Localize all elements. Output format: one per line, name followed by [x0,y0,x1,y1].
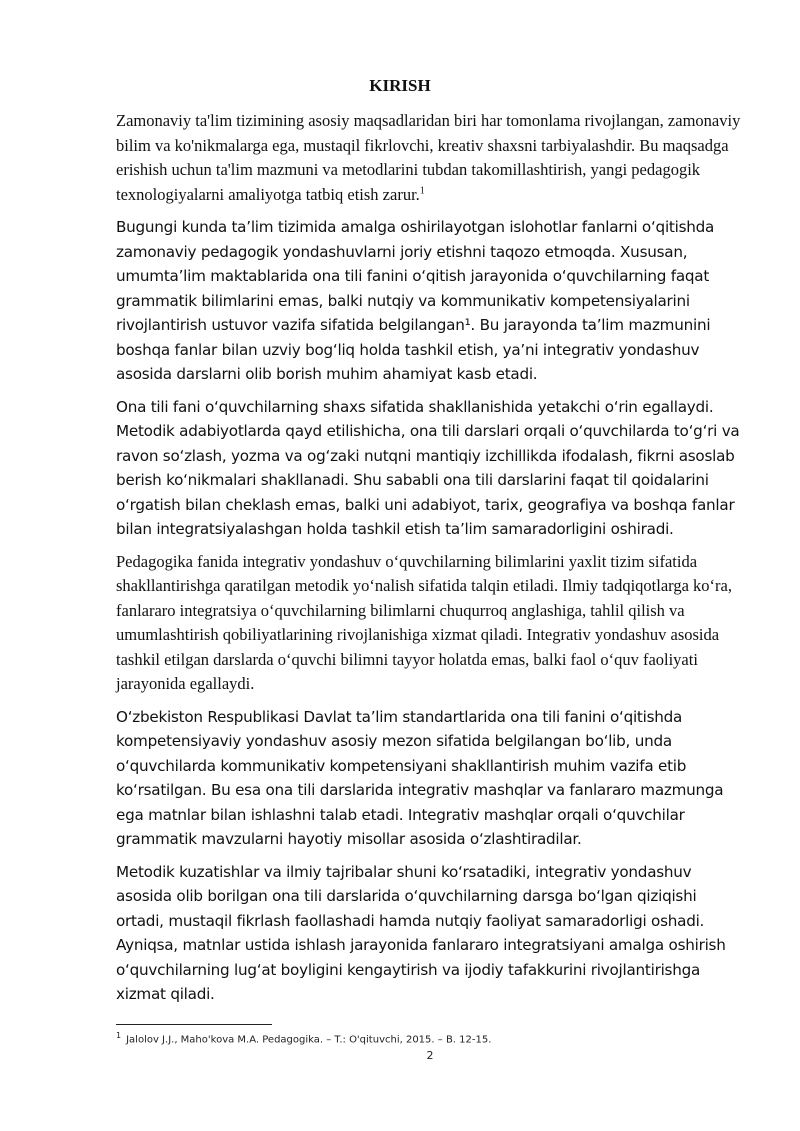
paragraph-4: Pedagogika fanida integrativ yondashuv o‘quvchilarning bilimlarini yaxlit tizim sifatida shakllantirishga qaratilgan metodik yo‘nalish sifatida talqin etiladi. Ilmiy tadqiqotlarga ko‘ra, fanlararo integratsiya o‘quvchilarning bilimlarni chuqurroq anglashiga, tahlil qilish va umumlashtirish qobiliyatlarining rivojlanishiga xizmat qiladi. Integrativ yondashuv asosida tashkil etilgan darslarda o‘quvchi bilimni tayyor holatda emas, balki faol o‘quv faoliyati jarayonida egallaydi. [116,551,732,693]
paragraph-3: Ona tili fani o‘quvchilarning shaxs sifatida shakllanishida yetakchi o‘rin egallaydi. Metodik adabiyotlarda qayd etilishicha, ona tili darslari orqali o‘quvchilarda to‘g‘ri va ravon so‘zlash, yozma va og‘zaki nutqni mantiqiy izchillikda ifodalash, fikrni asoslab berish ko‘nikmalari shakllanadi. Shu sababli ona tili darslarini faqat til qoidalarini o‘rgatish bilan cheklash emas, balki uni adabiyot, tarix, geografiya va boshqa fanlar bilan integratsiyalashgan holda tashkil etish ta’lim samaradorligini oshiradi. [116,397,740,538]
footnote-text: Jalolov J.J., Maho'kova M.A. Pedagogika. – T.: O'qituvchi, 2015. – B. 12-15. [126,1034,492,1046]
paragraph-1 [116,109,746,207]
paragraph-1-text: Zamonaviy ta'lim tizimining asosiy maqsadlaridan biri har tomonlama rivojlangan, zamonaviy bilim va ko'nikmalarga ega, mustaqil fikrlovchi, kreativ shaxsni tarbiyalashdir. Bu maqsadga erishish uchun ta'lim mazmuni va metodlarini tubdan takomillashtirish, yangi pedagogik texnologiyalarni amaliyotga tatbiq etish zarur. [116,111,741,204]
footnote-separator [116,1024,272,1025]
page-number: 2 [426,1049,434,1062]
paragraph-5: O‘zbekiston Respublikasi Davlat ta’lim standartlarida ona tili fanini o‘qitishda kompetensiyaviy yondashuv asosiy mezon sifatida belgilangan bo‘lib, unda o‘quvchilarda kommunikativ kompetensiyani shakllantirish muhim vazifa etib ko‘rsatilgan. Bu esa ona tili darslarida integrativ mashqlar va fanlararo mazmunga ega matnlar bilan ishlashni talab etadi. Integrativ mashqlar orqali o‘quvchilar grammatik mavzularni hayotiy misollar asosida o‘zlashtiradilar. [116,707,724,848]
page-title: KIRISH [369,76,431,95]
footnote-number: 1 [116,1031,122,1040]
footnote [116,1031,746,1045]
paragraph-6: Metodik kuzatishlar va ilmiy tajribalar shuni ko‘rsatadiki, integrativ yondashuv asosida olib borilgan ona tili darslarida o‘quvchilarning darsga bo‘lgan qiziqishi ortadi, mustaqil fikrlash faollashadi hamda nutqiy faoliyat samaradorligi oshadi. Ayniqsa, matnlar ustida ishlash jarayonida fanlararo integratsiyani amalga oshirish o‘quvchilarning lug‘at boyligini kengaytirish va ijodiy tafakkurini rivojlantirishga xizmat qiladi. [116,862,726,1003]
body-text [116,109,746,1015]
paragraph-2: Bugungi kunda ta’lim tizimida amalga oshirilayotgan islohotlar fanlarni o‘qitishda zamonaviy pedagogik yondashuvlarni joriy etishni taqozo etmoqda. Xususan, umumta’lim maktablarida ona tili fanini o‘qitish jarayonida o‘quvchilarning faqat grammatik bilimlarini emas, balki nutqiy va kommunikativ kompetensiyalarini rivojlantirish ustuvor vazifa sifatida belgilangan¹. Bu jarayonda ta’lim mazmunini boshqa fanlar bilan uzviy bog‘liq holda tashkil etish, ya’ni integrativ yondashuv asosida darslarni olib borish muhim ahamiyat kasb etadi. [116,218,715,383]
footnote-reference: 1 [419,185,425,196]
